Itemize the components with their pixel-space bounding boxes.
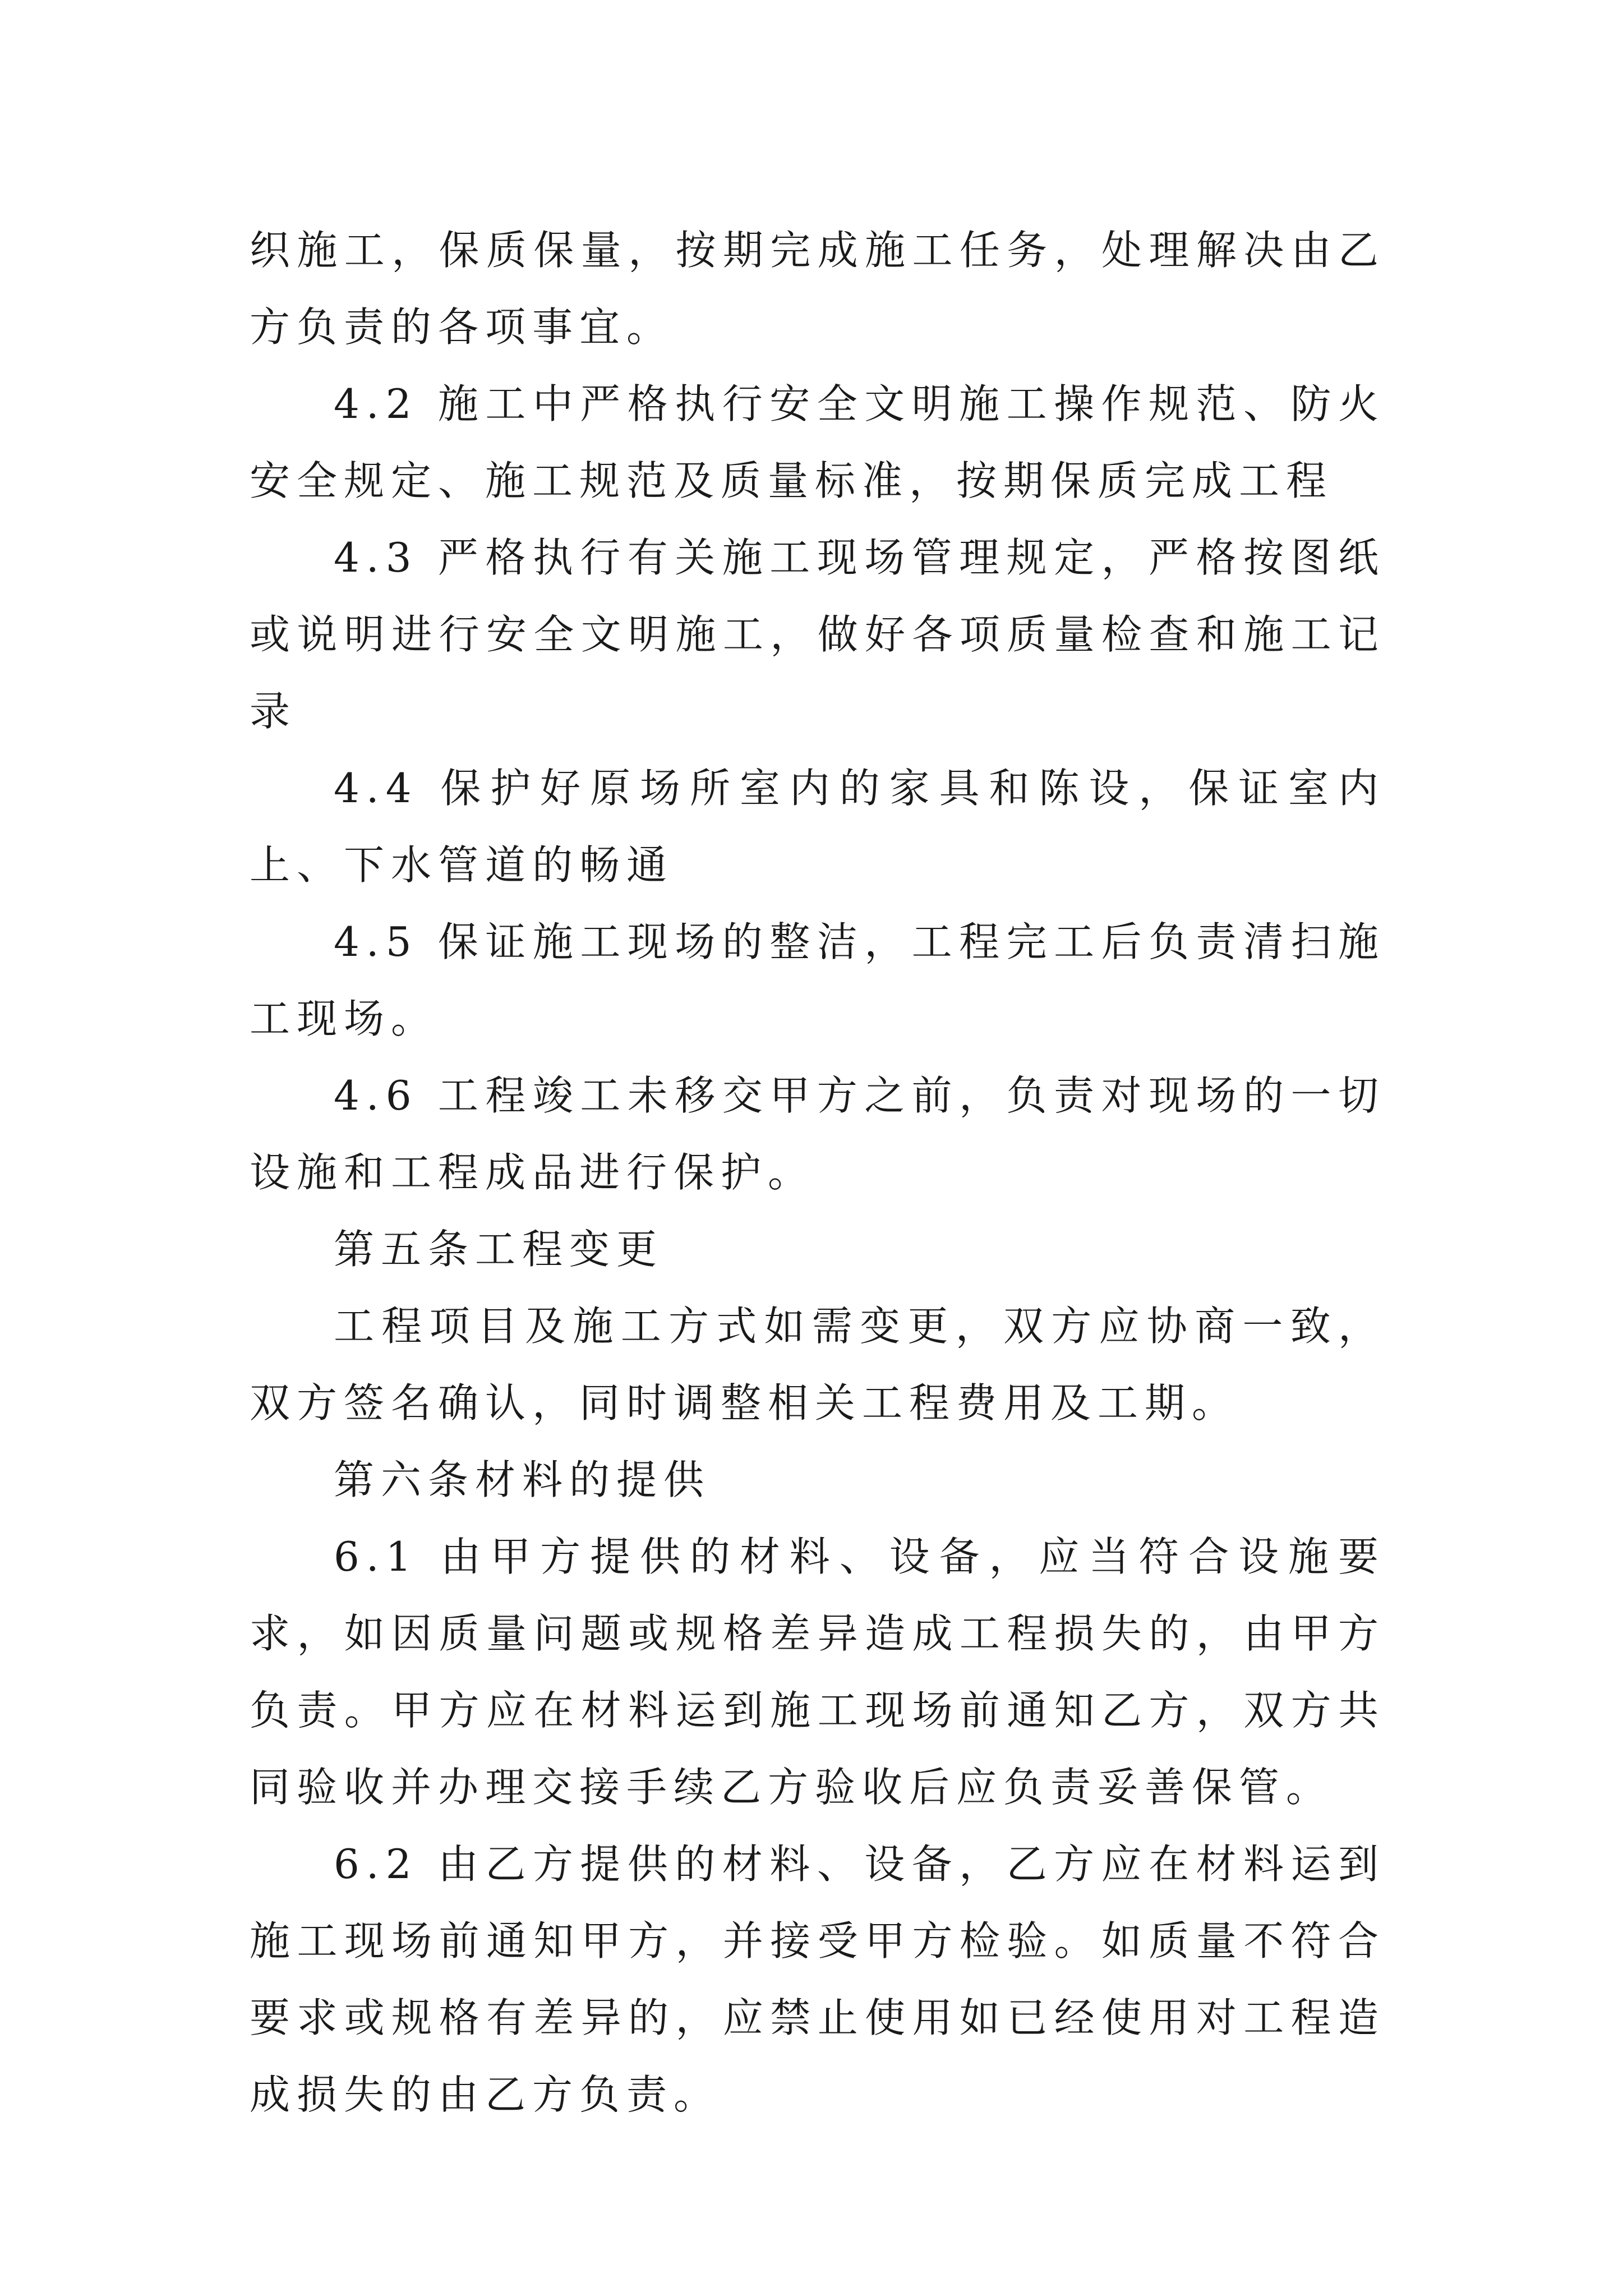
paragraph-4-4: 4.4 保护好原场所室内的家具和陈设，保证室内上、下水管道的畅通 <box>250 765 1385 889</box>
paragraph-4-5: 4.5 保证施工现场的整洁，工程完工后负责清扫施工现场。 <box>250 918 1385 1042</box>
paragraph-4-6: 4.6 工程竣工未移交甲方之前，负责对现场的一切设施和工程成品进行保护。 <box>250 1072 1385 1196</box>
paragraph-4-3: 4.3 严格执行有关施工现场管理规定，严格按图纸或说明进行安全文明施工，做好各项质量检查和施工记录 <box>250 534 1385 735</box>
paragraph-5: 工程项目及施工方式如需变更，双方应协商一致，双方签名确认，同时调整相关工程费用及工期。 <box>250 1303 1385 1427</box>
paragraph-6-2: 6.2 由乙方提供的材料、设备，乙方应在材料运到施工现场前通知甲方，并接受甲方检验。如质量不符合要求或规格有差异的，应禁止使用如已经使用对工程造成损失的由乙方负责。 <box>250 1841 1385 2118</box>
document-body <box>250 212 1385 2133</box>
paragraph-4-1-continued: 织施工，保质保量，按期完成施工任务，处理解决由乙方负责的各项事宜。 <box>250 227 1385 351</box>
section-heading-6: 第六条材料的提供 <box>334 1456 711 1503</box>
paragraph-4-2: 4.2 施工中严格执行安全文明施工操作规范、防火安全规定、施工规范及质量标准，按期保质完成工程 <box>250 380 1385 504</box>
section-heading-5: 第五条工程变更 <box>334 1226 664 1273</box>
paragraph-6-1: 6.1 由甲方提供的材料、设备，应当符合设施要求，如因质量问题或规格差异造成工程损失的，由甲方负责。甲方应在材料运到施工现场前通知乙方，双方共同验收并办理交接手续乙方验收后应负责妥善保管。 <box>250 1533 1385 1811</box>
